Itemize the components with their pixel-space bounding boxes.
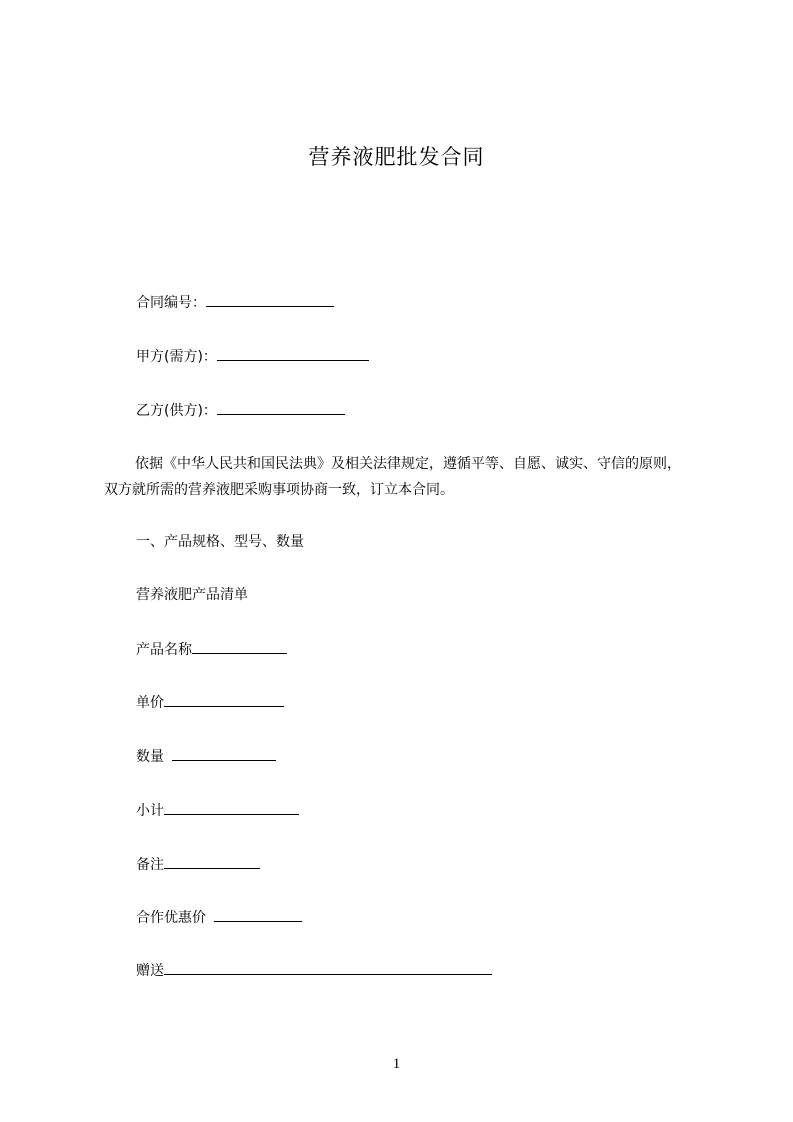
party-a-label: 甲方(需方)： bbox=[136, 349, 217, 365]
product-list-title: 营养液肥产品清单 bbox=[136, 587, 248, 603]
party-b-line bbox=[136, 400, 345, 420]
subtotal-line bbox=[136, 800, 299, 820]
remarks-blank[interactable] bbox=[164, 854, 260, 869]
subtotal-label: 小计 bbox=[136, 803, 164, 819]
product-name-label: 产品名称 bbox=[136, 642, 192, 658]
unit-price-line bbox=[136, 692, 284, 712]
subtotal-blank[interactable] bbox=[164, 800, 299, 815]
remarks-line bbox=[136, 854, 260, 874]
intro-paragraph: 依据《中华人民共和国民法典》及相关法律规定，遵循平等、自愿、诚实、守信的原则，双方就所需的营养液肥采购事项协商一致，订立本合同。 bbox=[104, 456, 681, 498]
remarks-label: 备注 bbox=[136, 857, 164, 873]
contract-number-label: 合同编号： bbox=[136, 295, 206, 311]
discount-price-blank[interactable] bbox=[214, 907, 302, 922]
contract-number-blank[interactable] bbox=[206, 292, 334, 307]
product-name-blank[interactable] bbox=[192, 639, 287, 654]
contract-number-line bbox=[136, 292, 334, 312]
gift-blank[interactable] bbox=[164, 960, 492, 975]
party-a-blank[interactable] bbox=[217, 346, 369, 361]
party-b-label: 乙方(供方)： bbox=[136, 403, 217, 419]
section-1-heading: 一、产品规格、型号、数量 bbox=[136, 534, 304, 550]
discount-price-label: 合作优惠价 bbox=[136, 910, 206, 926]
quantity-label: 数量 bbox=[136, 749, 164, 765]
quantity-blank[interactable] bbox=[172, 746, 276, 761]
page-number: 1 bbox=[392, 1056, 401, 1072]
gift-label: 赠送 bbox=[136, 963, 164, 979]
document-title: 营养液肥批发合同 bbox=[308, 145, 485, 169]
quantity-line bbox=[136, 746, 276, 766]
party-a-line bbox=[136, 346, 369, 366]
unit-price-label: 单价 bbox=[136, 695, 164, 711]
product-name-line bbox=[136, 639, 287, 659]
discount-price-line bbox=[136, 907, 302, 927]
gift-line bbox=[136, 960, 492, 980]
unit-price-blank[interactable] bbox=[164, 692, 284, 707]
party-b-blank[interactable] bbox=[217, 400, 345, 415]
